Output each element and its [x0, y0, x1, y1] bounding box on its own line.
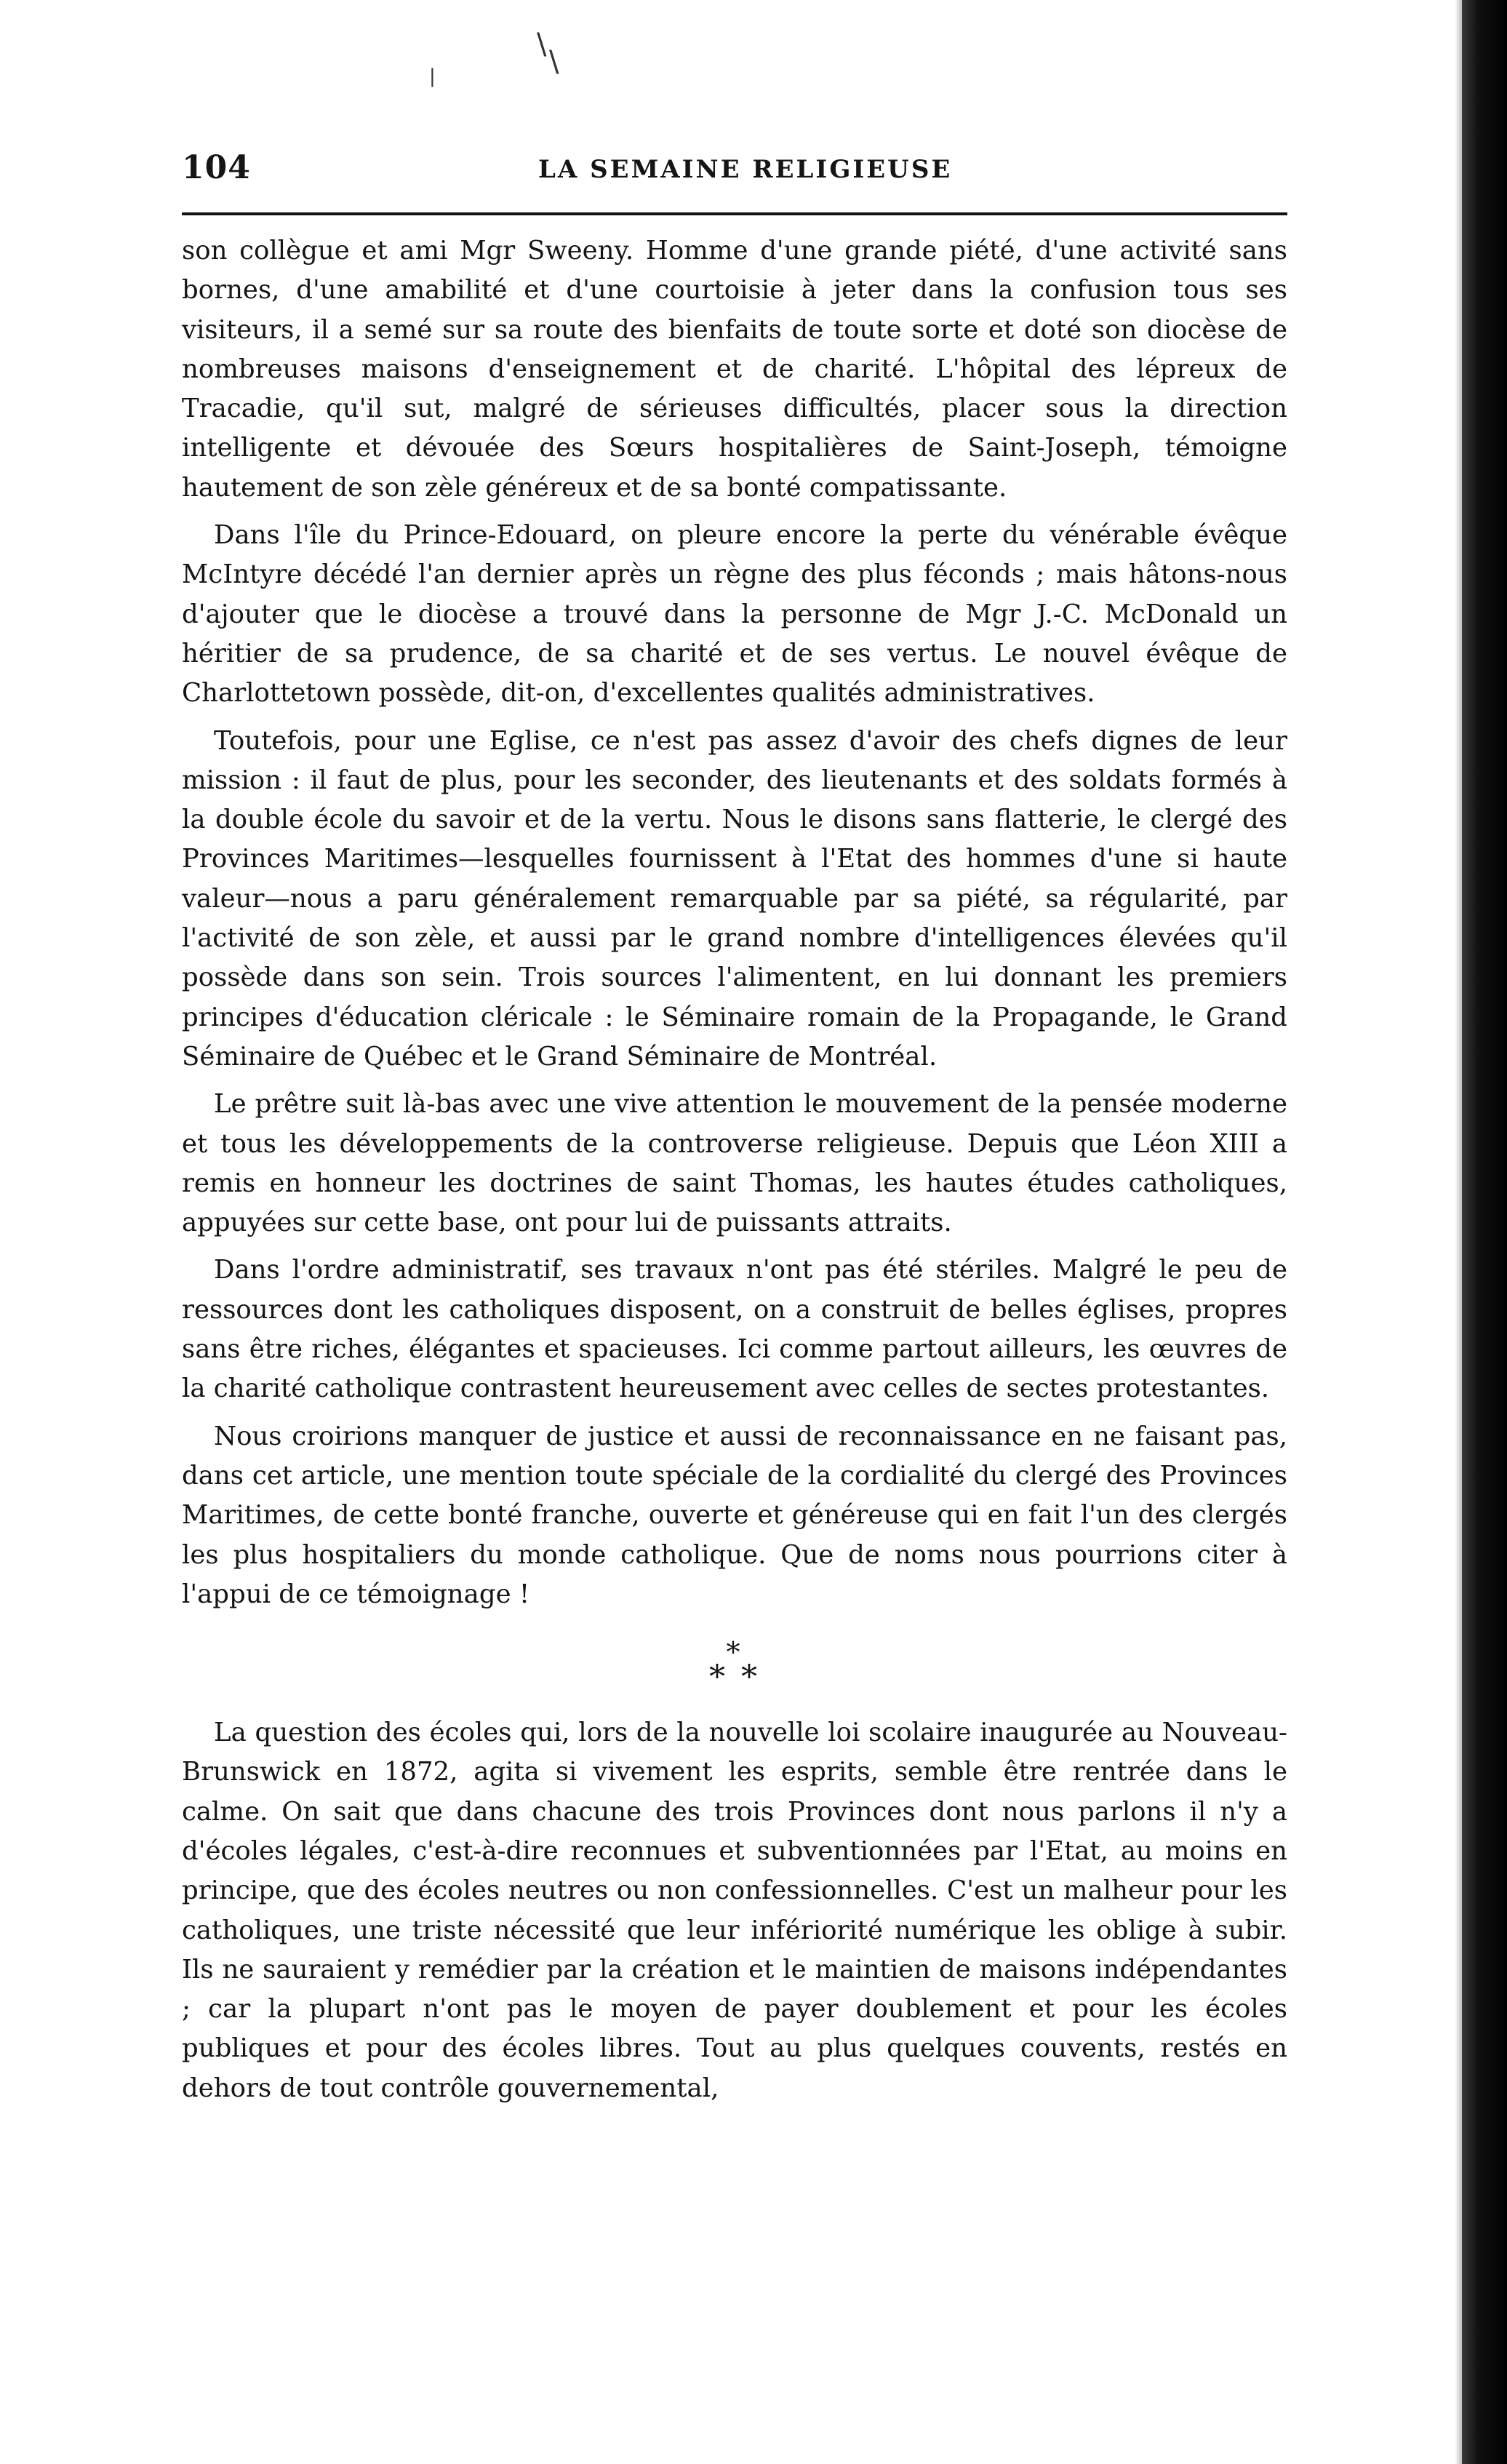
scan-dark-edge: [1462, 0, 1507, 2464]
paragraph: Dans l'île du Prince-Edouard, on pleure encore la perte du vénérable évêque McIntyre décédé l'an dernier après un règne des plus féconds ; mais hâtons-nous d'ajouter que le diocèse a trouvé dans la personne de Mgr J.-C. McDonald un héritier de sa prudence, de sa charité et de ses vertus. Le nouvel évêque de Charlottetown possède, dit-on, d'excellentes qualités administratives.: [182, 520, 1287, 709]
scan-speck: \: [549, 45, 559, 79]
page-number: 104: [182, 149, 251, 186]
paragraph: Dans l'ordre administratif, ses travaux n'ont pas été stériles. Malgré le peu de ressources dont les catholiques disposent, on a construit de belles églises, propres sans être riches, élégantes et spacieuses. Ici comme partout ailleurs, les œuvres de la charité catholique contrastent heureusement avec celles de sectes protestantes.: [182, 1255, 1287, 1404]
scan-speck: \: [537, 28, 547, 61]
paragraph: Toutefois, pour une Eglise, ce n'est pas assez d'avoir des chefs dignes de leur mission : il faut de plus, pour les seconder, des lieutenants et des soldats formés à la double école du savoir et de la vertu. Nous le disons sans flatterie, le clergé des Provinces Maritimes—lesquelles fournissent à l'Etat des hommes d'une si haute valeur—nous a paru généralement remarquable par sa piété, sa régularité, par l'activité de son zèle, et aussi par le grand nombre d'intelligences élevées qu'il possède dans son sein. Trois sources l'alimentent, en lui donnant les premiers principes d'éducation cléricale : le Séminaire romain de la Propagande, le Grand Séminaire de Québec et le Grand Séminaire de Montréal.: [182, 725, 1287, 1072]
paragraph: Le prêtre suit là-bas avec une vive attention le mouvement de la pensée moderne et tous les développements de la controverse religieuse. Depuis que Léon XIII a remis en honneur les doctrines de saint Thomas, les hautes études catholiques, appuyées sur cette base, ont pour lui de puissants attraits.: [182, 1089, 1287, 1238]
header-rule: [182, 212, 1287, 215]
running-title: LA SEMAINE RELIGIEUSE: [538, 155, 953, 184]
scan-speck: |: [429, 65, 436, 87]
scan-edge-shadow: [1455, 0, 1462, 2464]
asterism-bottom: * *: [709, 1659, 760, 1697]
paragraph: La question des écoles qui, lors de la nouvelle loi scolaire inaugurée au Nouveau-Brunswick en 1872, agita si vivement les esprits, semble être rentrée dans le calme. On sait que dans chacune des trois Provinces dont nous parlons il n'y a d'écoles légales, c'est-à-dire reconnues et subventionnées par l'Etat, au moins en principe, que des écoles neutres ou non confessionnelles. C'est un malheur pour les catholiques, une triste nécessité que leur infériorité numérique les oblige à subir. Ils ne sauraient y remédier par la création et le maintien de maisons indépendantes ; car la plupart n'ont pas le moyen de payer doublement et pour les écoles publiques et pour des écoles libres. Tout au plus quelques couvents, restés en dehors de tout contrôle gouvernemental,: [182, 1718, 1287, 2103]
asterism-top: *: [726, 1636, 743, 1669]
section-separator: [182, 1636, 1287, 1697]
paragraph: Nous croirions manquer de justice et aussi de reconnaissance en ne faisant pas, dans cet article, une mention toute spéciale de la cordialité du clergé des Provinces Maritimes, de cette bonté franche, ouverte et généreuse qui en fait l'un des clergés les plus hospitaliers du monde catholique. Que de noms nous pourrions citer à l'appui de ce témoignage !: [182, 1421, 1287, 1609]
paragraph: son collègue et ami Mgr Sweeny. Homme d'une grande piété, d'une activité sans bornes, d'une amabilité et d'une courtoisie à jeter dans la confusion tous ses visiteurs, il a semé sur sa route des bienfaits de toute sorte et doté son diocèse de nombreuses maisons d'enseignement et de charité. L'hôpital des lépreux de Tracadie, qu'il sut, malgré de sérieuses difficultés, placer sous la direction intelligente et dévouée des Sœurs hospitalières de Saint-Joseph, témoigne hautement de son zèle généreux et de sa bonté compatissante.: [182, 236, 1287, 503]
page-header: [182, 149, 1295, 193]
article-body: [182, 231, 1287, 2116]
